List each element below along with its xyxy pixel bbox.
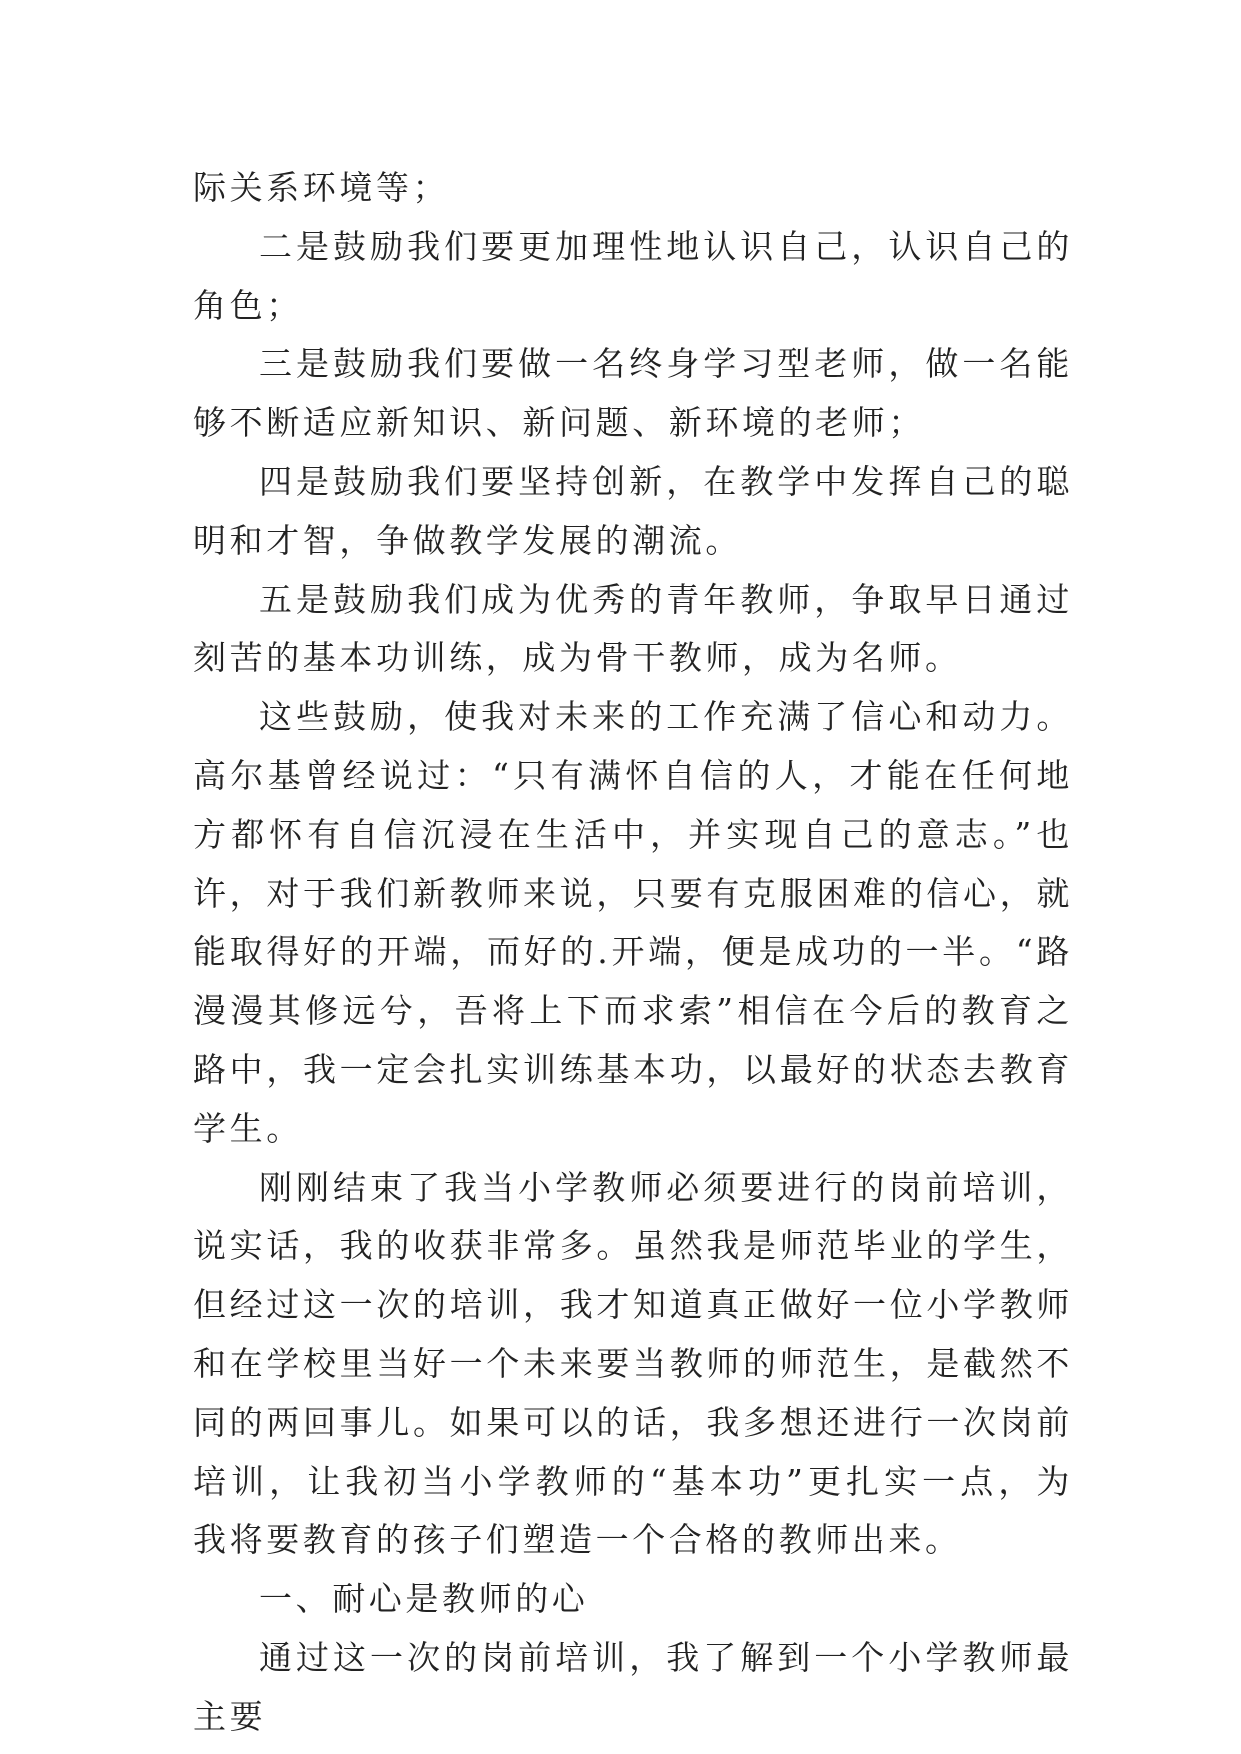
paragraph-point-four: 四是鼓励我们要坚持创新，在教学中发挥自己的聪明和才智，争做教学发展的潮流。 — [193, 461, 1073, 560]
section-heading: 一、耐心是教师的心 — [259, 1579, 589, 1619]
document-body — [193, 159, 1073, 1747]
paragraph-point-three: 三是鼓励我们要做一名终身学习型老师，做一名能够不断适应新知识、新问题、新环境的老师； — [193, 344, 1073, 443]
paragraph-training: 刚刚结束了我当小学教师必须要进行的岗前培训，说实话，我的收获非常多。虽然我是师范毕业的学生，但经过这一次的培训，我才知道真正做好一位小学教师和在学校里当好一个未来要当教师的师范生，是截然不同的两回事儿。如果可以的话，我多想还进行一次岗前培训，让我初当小学教师的“基本功”更扎实一点，为我将要教育的孩子们塑造一个合格的教师出来。 — [193, 1167, 1073, 1560]
paragraph-encouragement: 这些鼓励，使我对未来的工作充满了信心和动力。高尔基曾经说过：“只有满怀自信的人，才能在任何地方都怀有自信沉浸在生活中，并实现自己的意志。”也许，对于我们新教师来说，只要有克服困难的信心，就能取得好的开端，而好的.开端，便是成功的一半。“路漫漫其修远兮，吾将上下而求索”相信在今后的教育之路中，我一定会扎实训练基本功，以最好的状态去教育学生。 — [193, 697, 1073, 1148]
paragraph-point-five: 五是鼓励我们成为优秀的青年教师，争取早日通过刻苦的基本功训练，成为骨干教师，成为名师。 — [193, 579, 1073, 678]
paragraph-continuation: 际关系环境等； — [193, 168, 450, 207]
paragraph-section-start: 通过这一次的岗前培训，我了解到一个小学教师最主要 — [193, 1637, 1073, 1736]
paragraph-point-two: 二是鼓励我们要更加理性地认识自己，认识自己的角色； — [193, 226, 1073, 325]
